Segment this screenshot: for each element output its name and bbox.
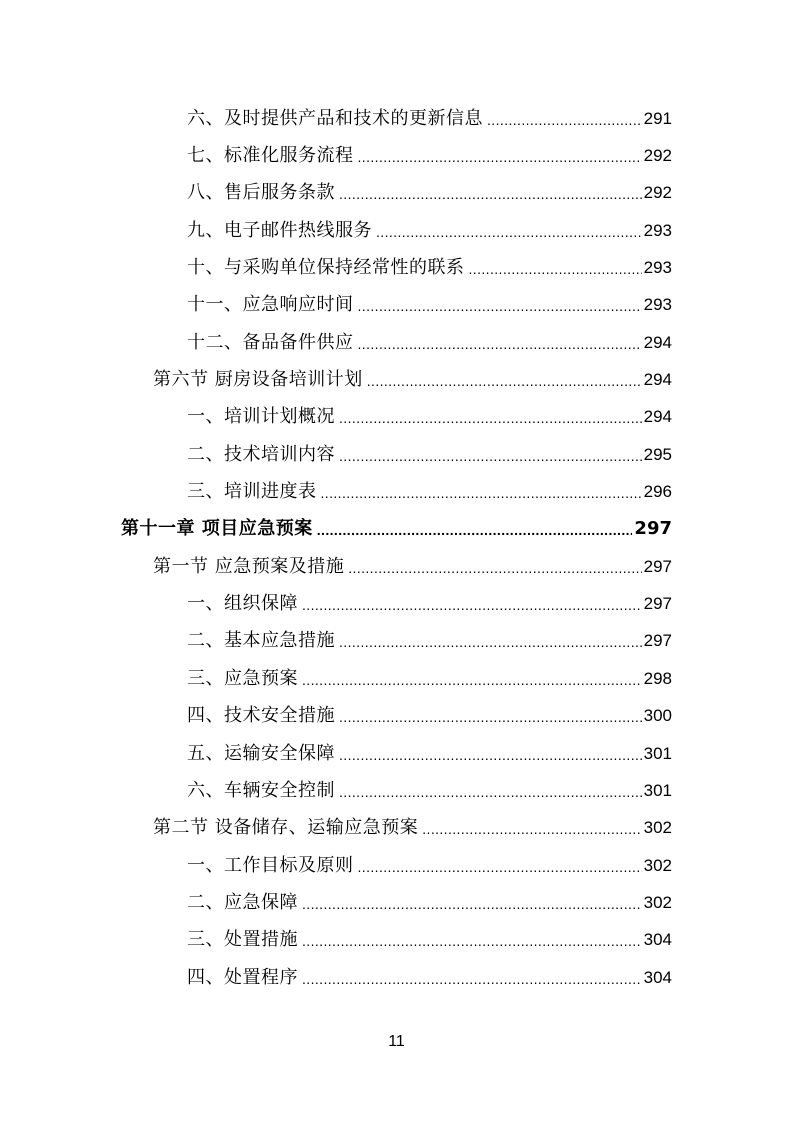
toc-entry-page-number: 293 [643,295,672,315]
toc-dot-leader [339,779,642,803]
toc-dot-leader [302,966,642,990]
toc-dot-leader [302,592,642,616]
toc-entry-title: 三、处置措施 [187,929,298,951]
toc-entry-title: 第六节 厨房设备培训计划 [153,369,363,391]
toc-entry-title: 二、技术培训内容 [187,443,335,465]
toc-entry-title: 二、应急保障 [187,891,298,913]
toc-entry-title: 五、运输安全保障 [187,742,335,764]
toc-entry-page-number: 294 [643,332,672,352]
toc-section-entry[interactable] [0,548,793,585]
toc-chapter-entry[interactable] [0,511,793,548]
toc-entry-title: 十二、备品备件供应 [187,331,354,353]
toc-subsection-entry[interactable] [0,623,793,660]
toc-dot-leader [302,928,642,952]
toc-entry-page-number: 293 [643,220,672,240]
toc-entry-title: 十、与采购单位保持经常性的联系 [187,257,465,279]
toc-subsection-entry[interactable] [0,287,793,324]
toc-entry-page-number: 296 [643,482,672,502]
toc-entry-page-number: 302 [643,892,672,912]
toc-entry-title: 八、售后服务条款 [187,182,335,204]
toc-dot-leader [321,480,642,504]
toc-entry-title: 六、及时提供产品和技术的更新信息 [187,107,483,129]
toc-subsection-entry[interactable] [0,660,793,697]
toc-dot-leader [348,555,641,579]
toc-dot-leader [339,405,642,429]
toc-dot-leader [422,816,641,840]
toc-entry-title: 四、处置程序 [187,966,298,988]
toc-entry-page-number: 297 [643,556,672,576]
toc-entry-page-number: 301 [643,780,672,800]
toc-entry-page-number: 302 [643,855,672,875]
toc-dot-leader [339,629,642,653]
toc-entry-title: 第二节 设备储存、运输应急预案 [153,817,419,839]
toc-dot-leader [469,256,642,280]
toc-dot-leader [317,517,633,541]
toc-dot-leader [339,704,642,728]
toc-entry-page-number: 304 [643,967,672,987]
toc-subsection-entry[interactable] [0,100,793,137]
toc-entry-title: 二、基本应急措施 [187,630,335,652]
toc-subsection-entry[interactable] [0,959,793,996]
toc-subsection-entry[interactable] [0,399,793,436]
toc-dot-leader [339,742,642,766]
toc-subsection-entry[interactable] [0,324,793,361]
toc-subsection-entry[interactable] [0,735,793,772]
toc-subsection-entry[interactable] [0,585,793,622]
toc-dot-leader [487,107,642,131]
toc-subsection-entry[interactable] [0,847,793,884]
toc-dot-leader [339,443,642,467]
toc-entry-page-number: 292 [643,146,672,166]
toc-subsection-entry[interactable] [0,212,793,249]
toc-dot-leader [358,293,642,317]
toc-dot-leader [302,667,642,691]
toc-entry-title: 十一、应急响应时间 [187,294,354,316]
toc-dot-leader [376,219,642,243]
toc-entry-page-number: 297 [634,518,672,540]
toc-dot-leader [302,891,642,915]
toc-dot-leader [367,368,642,392]
toc-entry-page-number: 295 [643,444,672,464]
toc-subsection-entry[interactable] [0,772,793,809]
toc-section-entry[interactable] [0,810,793,847]
toc-subsection-entry[interactable] [0,249,793,286]
toc-entry-title: 一、培训计划概况 [187,406,335,428]
toc-entry-page-number: 292 [643,183,672,203]
toc-subsection-entry[interactable] [0,884,793,921]
toc-entry-title: 九、电子邮件热线服务 [187,219,372,241]
toc-dot-leader [358,854,642,878]
toc-entry-title: 六、车辆安全控制 [187,779,335,801]
toc-subsection-entry[interactable] [0,137,793,174]
toc-entry-title: 三、培训进度表 [187,481,317,503]
toc-subsection-entry[interactable] [0,436,793,473]
toc-entry-page-number: 301 [643,743,672,763]
toc-entry-page-number: 294 [643,407,672,427]
toc-entry-title: 四、技术安全措施 [187,705,335,727]
toc-subsection-entry[interactable] [0,175,793,212]
toc-entry-page-number: 293 [643,258,672,278]
toc-entry-page-number: 294 [643,370,672,390]
toc-entry-page-number: 302 [643,818,672,838]
toc-entry-page-number: 297 [643,594,672,614]
toc-entry-page-number: 291 [643,108,672,128]
toc-entry-title: 第十一章 项目应急预案 [121,518,313,540]
toc-entry-page-number: 298 [643,668,672,688]
toc-entry-page-number: 300 [643,706,672,726]
toc-dot-leader [339,181,642,205]
table-of-contents [0,100,793,996]
toc-entry-title: 第一节 应急预案及措施 [153,555,345,577]
toc-entry-page-number: 297 [643,631,672,651]
toc-entry-page-number: 304 [643,930,672,950]
toc-dot-leader [358,331,642,355]
toc-subsection-entry[interactable] [0,922,793,959]
toc-entry-title: 三、应急预案 [187,667,298,689]
page-number: 11 [388,1033,405,1050]
toc-dot-leader [358,144,642,168]
toc-entry-title: 一、工作目标及原则 [187,854,354,876]
toc-subsection-entry[interactable] [0,473,793,510]
toc-section-entry[interactable] [0,361,793,398]
toc-entry-title: 一、组织保障 [187,593,298,615]
toc-subsection-entry[interactable] [0,698,793,735]
toc-entry-title: 七、标准化服务流程 [187,145,354,167]
